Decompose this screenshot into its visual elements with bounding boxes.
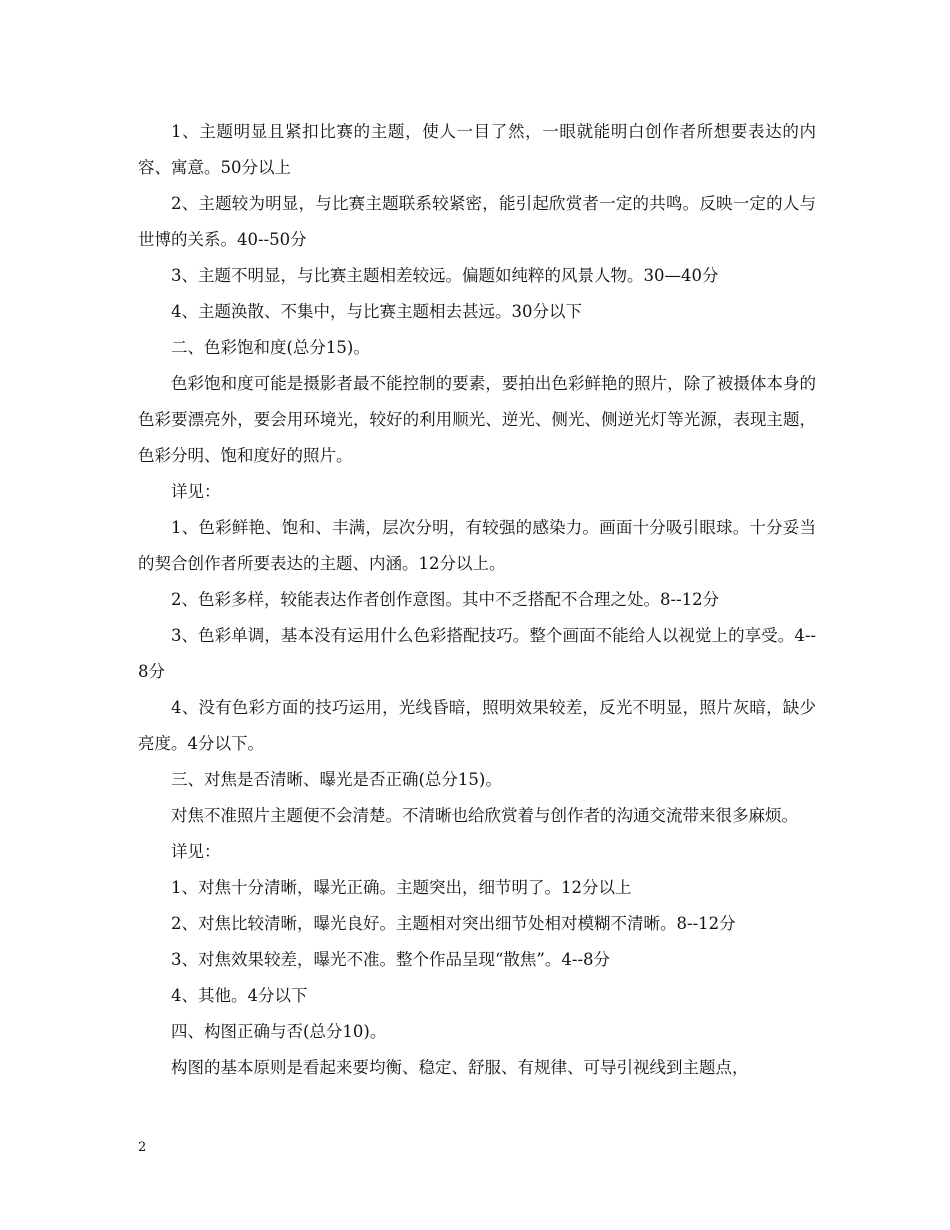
paragraph: 1、主题明显且紧扣比赛的主题，使人一目了然，一眼就能明白创作者所想要表达的内容、寓意。50分以上 — [138, 122, 816, 177]
paragraph: 1、对焦十分清晰，曝光正确。主题突出，细节明了。12分以上 — [171, 878, 632, 897]
paragraph: 对焦不准照片主题便不会清楚。不清晰也给欣赏着与创作者的沟通交流带来很多麻烦。 — [171, 806, 798, 825]
page-number: 2 — [138, 1140, 147, 1155]
section-heading: 三、对焦是否清晰、曝光是否正确(总分15)。 — [171, 770, 502, 789]
paragraph: 2、对焦比较清晰，曝光良好。主题相对突出细节处相对模糊不清晰。8--12分 — [171, 914, 736, 933]
paragraph: 3、主题不明显，与比赛主题相差较远。偏题如纯粹的风景人物。30—40分 — [171, 266, 719, 285]
paragraph: 3、对焦效果较差，曝光不准。整个作品呈现“散焦”。4--8分 — [171, 950, 611, 969]
section-heading: 四、构图正确与否(总分10)。 — [171, 1022, 387, 1041]
details-label: 详见： — [171, 482, 221, 501]
paragraph: 4、主题涣散、不集中，与比赛主题相去甚远。30分以下 — [171, 302, 582, 321]
paragraph: 色彩饱和度可能是摄影者最不能控制的要素，要拍出色彩鲜艳的照片，除了被摄体本身的色彩要漂亮外，要会用环境光，较好的利用顺光、逆光、侧光、侧逆光灯等光源，表现主题，色彩分明、饱和度好的照片。 — [138, 374, 816, 465]
paragraph: 2、主题较为明显，与比赛主题联系较紧密，能引起欣赏者一定的共鸣。反映一定的人与世博的关系。40--50分 — [138, 194, 816, 249]
paragraph: 2、色彩多样，较能表达作者创作意图。其中不乏搭配不合理之处。8--12分 — [171, 590, 720, 609]
paragraph: 3、色彩单调，基本没有运用什么色彩搭配技巧。整个画面不能给人以视觉上的享受。4--8分 — [138, 626, 816, 681]
paragraph: 1、色彩鲜艳、饱和、丰满，层次分明，有较强的感染力。画面十分吸引眼球。十分妥当的契合创作者所要表达的主题、内涵。12分以上。 — [138, 518, 816, 573]
paragraph: 4、其他。4分以下 — [171, 986, 308, 1005]
section-heading: 二、色彩饱和度(总分15)。 — [171, 338, 370, 357]
details-label: 详见： — [171, 842, 221, 861]
paragraph: 4、没有色彩方面的技巧运用，光线昏暗，照明效果较差，反光不明显，照片灰暗，缺少亮度。4分以下。 — [138, 698, 816, 753]
paragraph: 构图的基本原则是看起来要均衡、稳定、舒服、有规律、可导引视线到主题点， — [171, 1058, 749, 1077]
document-body — [138, 114, 816, 1086]
